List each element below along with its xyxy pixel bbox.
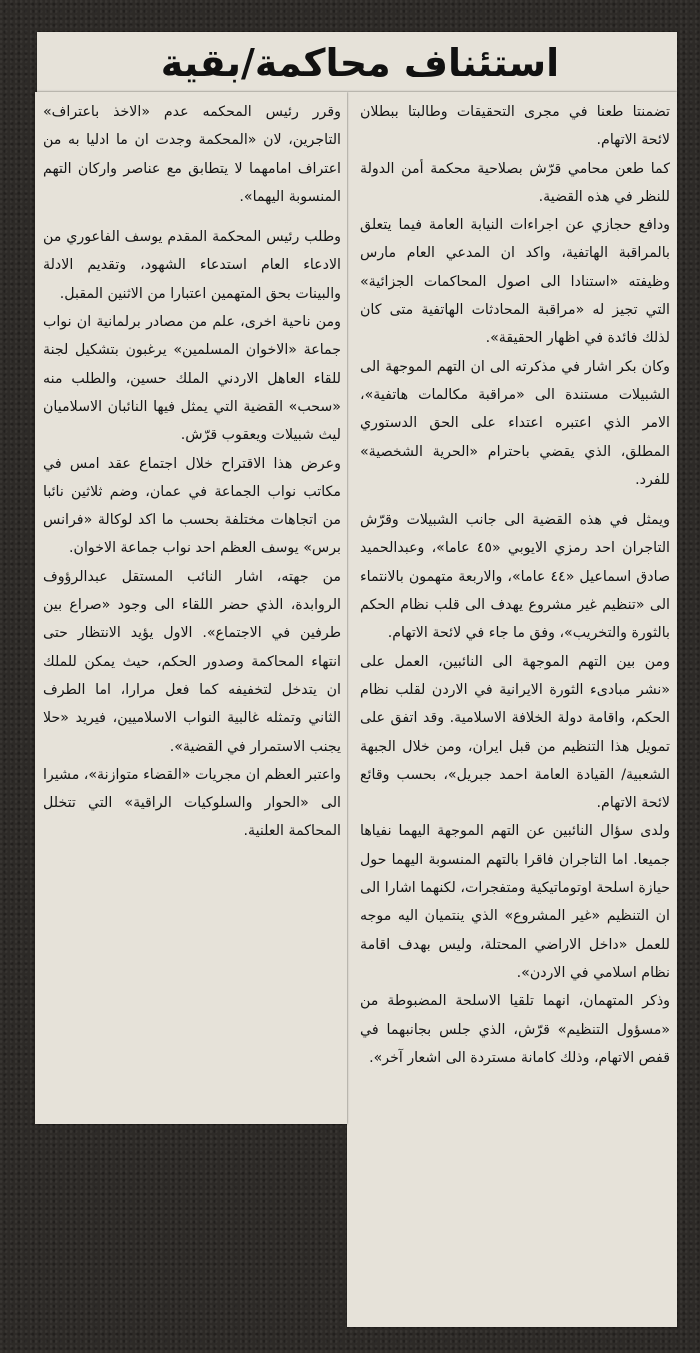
article-right-column <box>360 98 670 1072</box>
paragraph: ويمثل في هذه القضية الى جانب الشبيلات وقرّش التاجران احد رمزي الايوبي «٤٥ عاما»، وعبدالحميد صادق اسماعيل «٤٤ عاما»، والاربعة متهمون بالانتماء الى «تنظيم غير مشروع يهدف الى قلب نظام الحكم بالثورة والتخريب»، وفق ما جاء في لائحة الاتهام. <box>360 512 670 642</box>
paragraph: واعتبر العظم ان مجريات «القضاء متوازنة»، مشيرا الى «الحوار والسلوكيات الراقية» التي تتخلل المحاكمة العلنية. <box>42 766 341 840</box>
paragraph: من جهته، اشار النائب المستقل عبدالرؤوف الروابدة، الذي حضر اللقاء الى وجود «صراع بين طرفين في الاجتماع». الاول يؤيد الانتظار حتى انتهاء المحاكمة وصدور الحكم، حيث يمكن للملك ان يتدخل لتخفيفه كما فعل مرارا، اما الطرف الثاني وتمثله غالبية النواب الاسلاميين، فيريد «حلا يجنب الاستمرار في القضية». <box>43 568 341 755</box>
paragraph: وقرر رئيس المحكمه عدم «الاخذ باعتراف» التاجرين، لان «المحكمة وجدت ان ما ادليا به من اعتراف امامهما لا يتطابق مع عناصر واركان التهم المنسوبة اليهما». <box>43 104 341 205</box>
paragraph: ومن بين التهم الموجهة الى النائبين، العمل على «نشر مبادىء الثورة الايرانية في الاردن لقلب نظام الحكم، واقامة دولة الخلافة الاسلامية. وقد اتفق على تمويل هذا التنظيم من قبل ايران، ومن خلال الجبهة الشعبية/ القيادة العامة احمد جبريل»، بحسب وقائع لائحة الاتهام. <box>360 653 670 812</box>
paragraph: وذكر المتهمان، انهما تلقيا الاسلحة المضبوطة من «مسؤول التنظيم» قرّش، الذي جلس بجانبهما في قفص الاتهام، وذلك كامانة مستردة الى اشعار آخر». <box>360 993 670 1066</box>
paragraph: ودافع حجازي عن اجراءات النيابة العامة فيما يتعلق بالمراقبة الهاتفية، واكد ان المدعي العام مارس وظيفته «استنادا الى اصول المحاكمات الجزائية» التي تجيز له «مراقبة المحادثات الهاتفية متى كان لذلك فائدة في اظهار الحقيقة». <box>360 217 670 347</box>
paragraph: ومن ناحية اخرى، علم من مصادر برلمانية ان نواب جماعة «الاخوان المسلمين» يرغبون بتشكيل لجنة للقاء العاهل الاردني الملك حسين، والطلب منه «سحب» القضية التي يمثل فيها النائبان الاسلاميان ليث شبيلات ويعقوب قرّش. <box>43 314 341 444</box>
paragraph: وعرض هذا الاقتراح خلال اجتماع عقد امس في مكاتب نواب الجماعة في عمان، وضم ثلاثين نائبا من اتجاهات مختلفة بحسب ما اكد لوكالة «فرانس برس» يوسف العظم احد نواب جماعة الاخوان. <box>43 455 341 557</box>
paragraph: كما طعن محامي قرّش بصلاحية محكمة أمن الدولة للنظر في هذه القضية. <box>360 160 670 205</box>
headline: استئناف محاكمة/بقية <box>160 41 560 85</box>
article-left-column <box>43 98 341 846</box>
paragraph: ولدى سؤال النائبين عن التهم الموجهة اليهما نفياها جميعا. اما التاجران فاقرا بالتهم المنسوبة اليهما حول حيازة اسلحة اوتوماتيكية ومتفجرات، لكنهما اشارا الى ان التنظيم «غير المشروع» الذي ينتميان اليه موجه للعمل «داخل الاراضي المحتلة، وليس بهدف اقامة نظام اسلامي في الاردن». <box>360 823 670 981</box>
paragraph: وطلب رئيس المحكمة المقدم يوسف الفاعوري من الادعاء العام استدعاء الشهود، وتقديم الادلة والبينات بحق المتهمين اعتبارا من الاثنين المقبل. <box>43 229 341 302</box>
paragraph: وكان بكر اشار في مذكرته الى ان التهم الموجهة الى الشبيلات مستندة الى «مراقبة مكالمات هاتفية»، الامر الذي اعتبره اعتداء على الحق الدستوري المطلق، الذي يقضي باحترام «الحرية الشخصية» للفرد. <box>360 358 670 488</box>
paragraph: تضمنتا طعنا في مجرى التحقيقات وطالبتا ببطلان لائحة الاتهام. <box>360 104 670 149</box>
